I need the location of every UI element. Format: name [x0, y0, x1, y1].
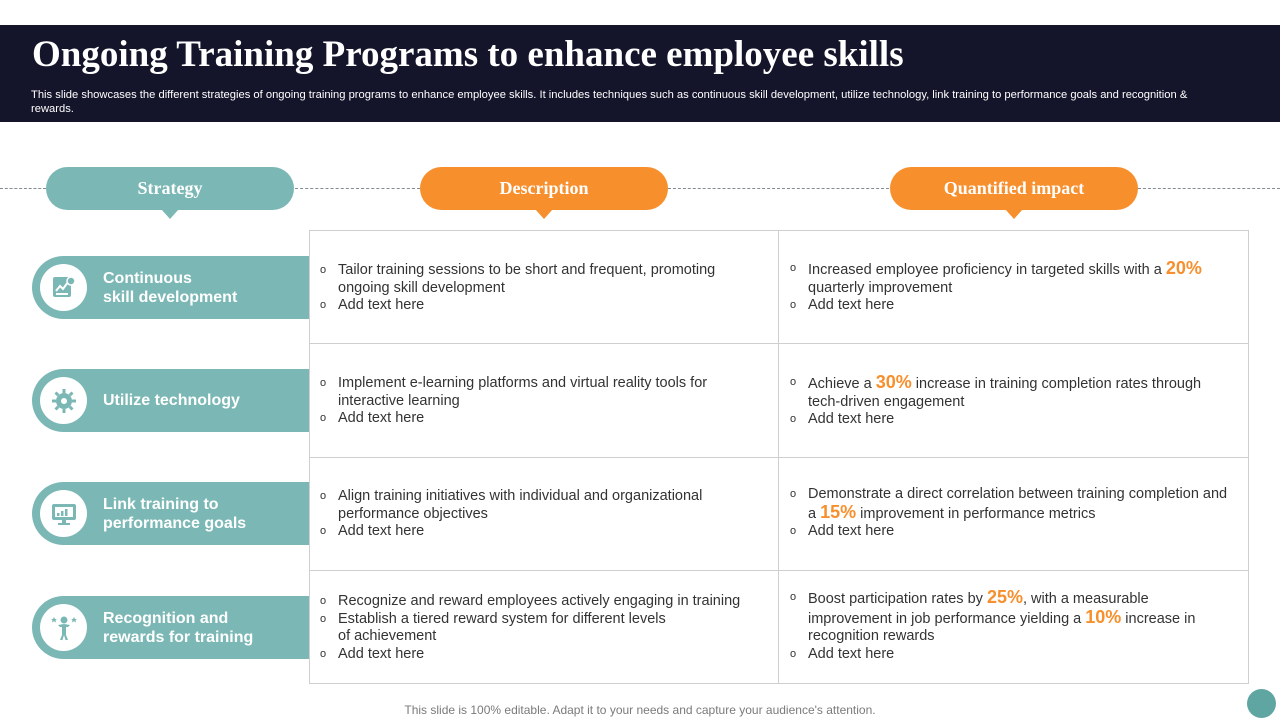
description-cell — [318, 375, 758, 428]
footer-note: This slide is 100% editable. Adapt it to your needs and capture your audience's attention. — [404, 703, 876, 717]
dashed-divider — [0, 188, 46, 189]
list-item — [788, 589, 1218, 646]
description-cell — [318, 488, 758, 541]
impact-cell — [788, 374, 1233, 429]
page-subtitle: This slide showcases the different strategies of ongoing training programs to enhance employee skills. It includes techniques such as continuous skill development, utilize technology, link training to performance goals and recognition & rewards. — [31, 89, 1188, 115]
impact-value: 15% — [820, 501, 857, 522]
impact-value: 30% — [875, 372, 912, 392]
dashed-divider — [668, 188, 889, 189]
strategy-item-continuous-skill — [32, 256, 309, 319]
impact-value: 10% — [1085, 606, 1122, 627]
dashed-divider — [295, 188, 420, 189]
list-item: o Recognize and reward employees actively engaging in training — [318, 593, 763, 611]
impact-text: Demonstrate a direct correlation between training completion and a — [808, 486, 1228, 522]
impact-text: Increased employee proficiency in targeted skills with a — [808, 262, 1166, 278]
list-item: o Establish a tiered reward system for different levels of achievement — [318, 611, 763, 646]
list-item: o Add text here — [788, 523, 1238, 541]
technology-gear-icon — [40, 377, 87, 424]
table-divider — [309, 457, 1249, 458]
strategy-header-label: Strategy — [137, 178, 203, 198]
impact-cell — [788, 486, 1238, 541]
description-cell — [318, 262, 758, 315]
list-item: o Add text here — [318, 646, 763, 664]
impact-text: quarterly improvement — [808, 279, 953, 296]
impact-cell — [788, 260, 1233, 315]
list-item — [788, 260, 1233, 297]
strategy-item-recognition-rewards — [32, 596, 309, 659]
list-item: o Add text here — [788, 297, 1233, 315]
strategy-item-link-training — [32, 482, 309, 545]
impact-text: improvement in performance metrics — [856, 505, 1096, 522]
strategy-label: Link training to performance goals — [103, 495, 247, 532]
description-header-label: Description — [499, 178, 589, 198]
impact-value: 25% — [986, 587, 1023, 607]
corner-decoration — [1247, 689, 1276, 718]
table-divider — [309, 343, 1249, 344]
impact-value: 20% — [1165, 258, 1202, 278]
strategy-column-header — [46, 167, 294, 210]
strategy-item-utilize-technology — [32, 369, 309, 432]
list-item — [788, 374, 1233, 411]
dashed-divider — [1138, 188, 1280, 189]
strategy-label: Utilize technology — [103, 392, 240, 409]
list-item: o Add text here — [318, 297, 758, 315]
reward-person-icon — [40, 604, 87, 651]
performance-monitor-icon — [40, 490, 87, 537]
list-item: o Tailor training sessions to be short and frequent, promoting ongoing skill development — [318, 262, 758, 297]
list-item: o Implement e-learning platforms and virtual reality tools for interactive learning — [318, 375, 758, 410]
impact-text: Achieve a — [808, 376, 876, 392]
list-item: o Add text here — [318, 523, 758, 541]
list-item: o Add text here — [788, 646, 1218, 664]
list-item: o Add text here — [318, 410, 758, 428]
impact-header-label: Quantified impact — [943, 178, 1085, 198]
description-cell — [318, 593, 763, 663]
list-item: o Align training initiatives with individual and organizational performance objectives — [318, 488, 758, 523]
impact-text: , with a measurable improvement in job performance yielding a — [808, 591, 1149, 627]
impact-text: Boost participation rates by — [808, 591, 987, 607]
table-divider — [309, 570, 1249, 571]
strategy-label: Recognition and rewards for training — [103, 609, 254, 646]
impact-text: increase in recognition rewards — [808, 610, 1196, 644]
impact-column-header — [890, 167, 1138, 210]
skill-chart-icon — [40, 264, 87, 311]
description-column-header — [420, 167, 668, 210]
strategy-label: Continuous skill development — [103, 269, 238, 306]
impact-text: increase in training completion rates through tech-driven engagement — [808, 376, 1202, 410]
list-item — [788, 486, 1238, 523]
page-title: Ongoing Training Programs to enhance employee skills — [32, 34, 904, 75]
list-item: o Add text here — [788, 411, 1233, 429]
impact-cell — [788, 589, 1218, 663]
